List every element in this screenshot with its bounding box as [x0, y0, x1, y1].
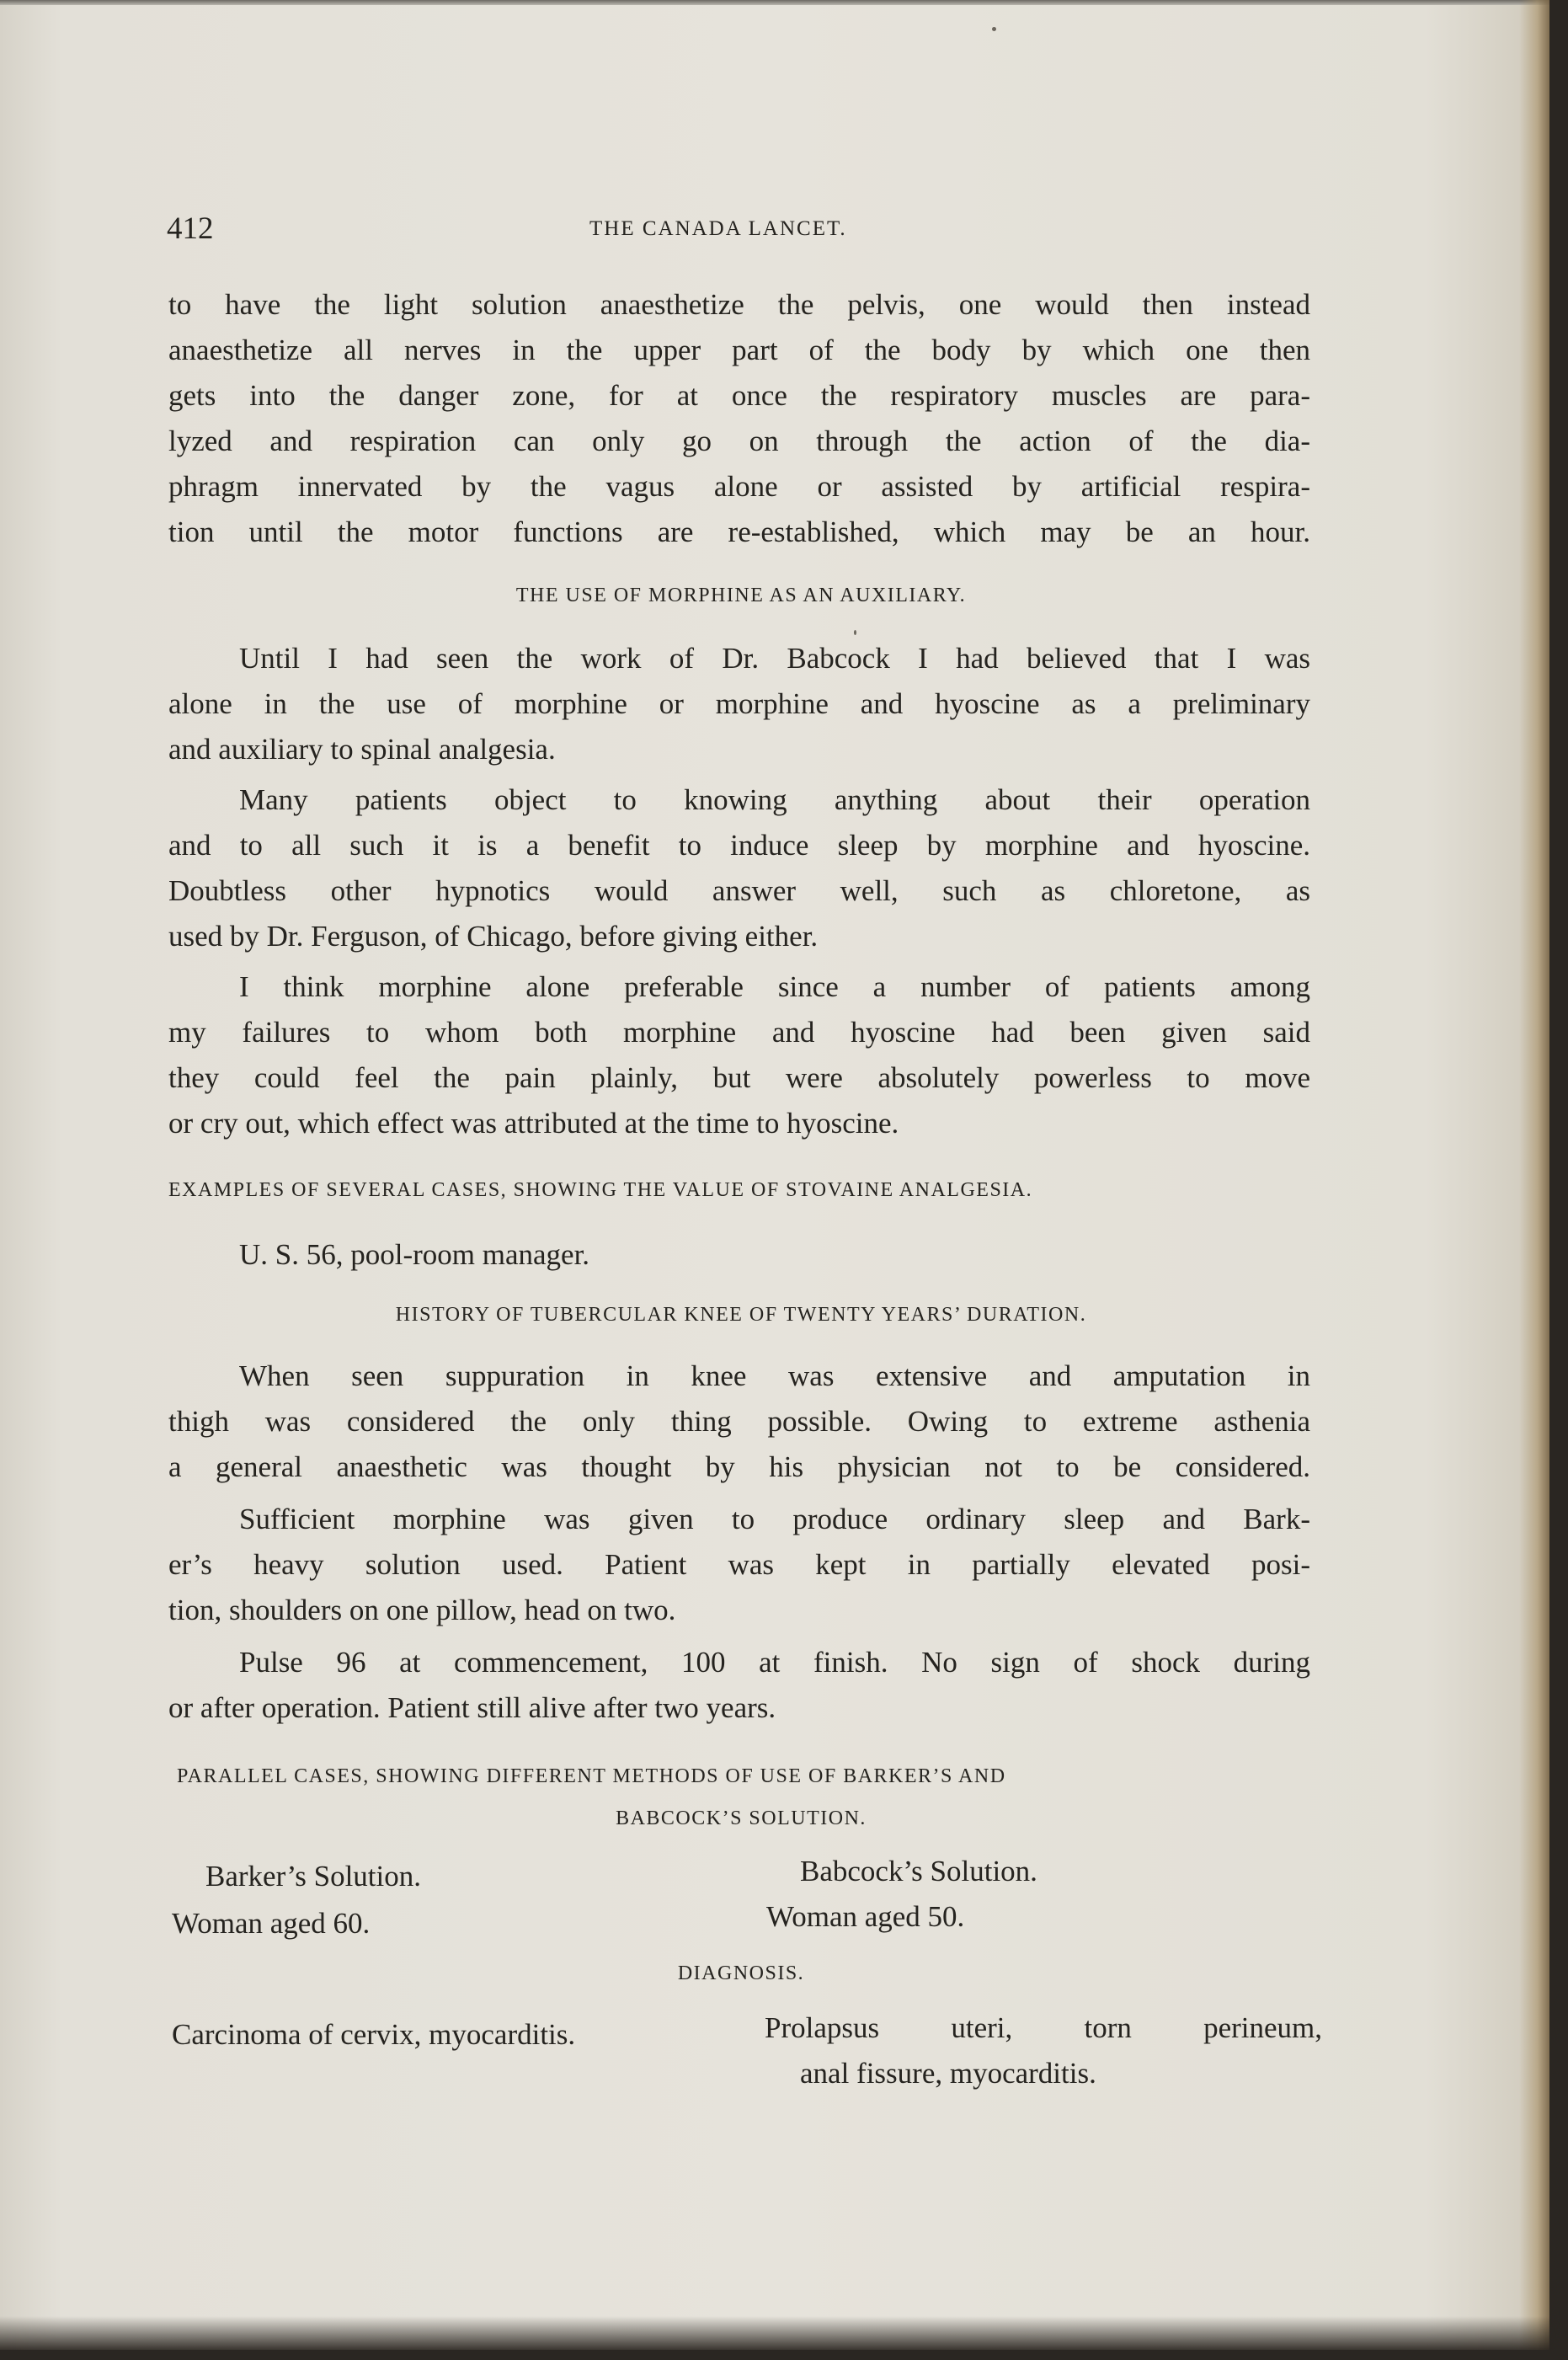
morphine-p1-line-2: alone in the use of morphine or morphine and hyoscine as a preliminary [168, 687, 1310, 720]
morphine-p1-line-1: Until I had seen the work of Dr. Babcock I had believed that I was [239, 642, 1310, 675]
intro-line-4: lyzed and respiration can only go on through the action of the dia- [168, 424, 1310, 457]
page-bottom-shadow [0, 2316, 1549, 2350]
intro-line-5: phragm innervated by the vagus alone or assisted by artificial respira- [168, 470, 1310, 503]
left-solution-title: Barker’s Solution. [205, 1860, 422, 1893]
morphine-p2-line-3: Doubtless other hypnotics would answer well, such as chloretone, as [168, 874, 1310, 907]
right-diagnosis-line-1: Prolapsus uteri, torn perineum, [765, 2011, 1322, 2044]
morphine-p2-line-4: used by Dr. Ferguson, of Chicago, before giving either. [168, 920, 819, 953]
examples-p2-line-3: tion, shoulders on one pillow, head on two. [168, 1594, 676, 1626]
morphine-p3-line-1: I think morphine alone preferable since a number of patients among [239, 970, 1310, 1003]
heading-morphine: THE USE OF MORPHINE AS AN AUXILIARY. [515, 585, 967, 606]
morphine-p2-line-2: and to all such it is a benefit to induce sleep by morphine and hyoscine. [168, 829, 1310, 862]
examples-p1-line-1: When seen suppuration in knee was extensive and amputation in [239, 1359, 1310, 1392]
intro-line-6: tion until the motor functions are re-established, which may be an hour. [168, 515, 1310, 548]
morphine-p2-line-1: Many patients object to knowing anything about their operation [239, 783, 1310, 816]
right-diagnosis-line-2: anal fissure, myocarditis. [800, 2057, 1096, 2090]
heading-diagnosis: DIAGNOSIS. [677, 1962, 805, 1984]
scan-speck [854, 630, 856, 635]
intro-line-3: gets into the danger zone, for at once the respiratory muscles are para- [168, 379, 1310, 412]
right-solution-title: Babcock’s Solution. [800, 1855, 1037, 1887]
page-number: 412 [167, 211, 214, 246]
right-patient: Woman aged 50. [766, 1900, 965, 1933]
morphine-p3-line-3: they could feel the pain plainly, but were absolutely powerless to move [168, 1061, 1310, 1094]
heading-parallel-line-1: PARALLEL CASES, SHOWING DIFFERENT METHODS OF USE OF BARKER’S AND [177, 1765, 1006, 1787]
page-binding-edge [1519, 0, 1549, 2350]
intro-line-2: anaesthetize all nerves in the upper part of the body by which one then [168, 334, 1310, 366]
examples-p1-line-2: thigh was considered the only thing possible. Owing to extreme asthenia [168, 1405, 1310, 1438]
intro-line-1: to have the light solution anaesthetize the pelvis, one would then instead [168, 288, 1310, 321]
subheading-history: HISTORY OF TUBERCULAR KNEE OF TWENTY YEARS’ DURATION. [395, 1304, 1087, 1326]
morphine-p1-line-3: and auxiliary to spinal analgesia. [168, 733, 556, 766]
heading-examples: EXAMPLES OF SEVERAL CASES, SHOWING THE VALUE OF STOVAINE ANALGESIA. [168, 1179, 1033, 1201]
case-line: U. S. 56, pool-room manager. [239, 1238, 590, 1271]
scan-speck [992, 27, 996, 31]
examples-p3-line-2: or after operation. Patient still alive after two years. [168, 1691, 776, 1724]
heading-parallel-line-2: BABCOCK’S SOLUTION. [616, 1807, 867, 1829]
morphine-p3-line-4: or cry out, which effect was attributed at the time to hyoscine. [168, 1107, 899, 1140]
examples-p1-line-3: a general anaesthetic was thought by his physician not to be considered. [168, 1450, 1310, 1483]
examples-p2-line-2: er’s heavy solution used. Patient was kept in partially elevated posi- [168, 1548, 1310, 1581]
examples-p2-line-1: Sufficient morphine was given to produce ordinary sleep and Bark- [239, 1503, 1310, 1535]
left-patient: Woman aged 60. [172, 1907, 371, 1940]
examples-p3-line-1: Pulse 96 at commencement, 100 at finish. No sign of shock during [239, 1646, 1310, 1679]
page-top-edge [0, 0, 1549, 5]
left-diagnosis: Carcinoma of cervix, myocarditis. [172, 2018, 576, 2051]
morphine-p3-line-2: my failures to whom both morphine and hyoscine had been given said [168, 1016, 1310, 1049]
running-head: THE CANADA LANCET. [589, 217, 847, 240]
